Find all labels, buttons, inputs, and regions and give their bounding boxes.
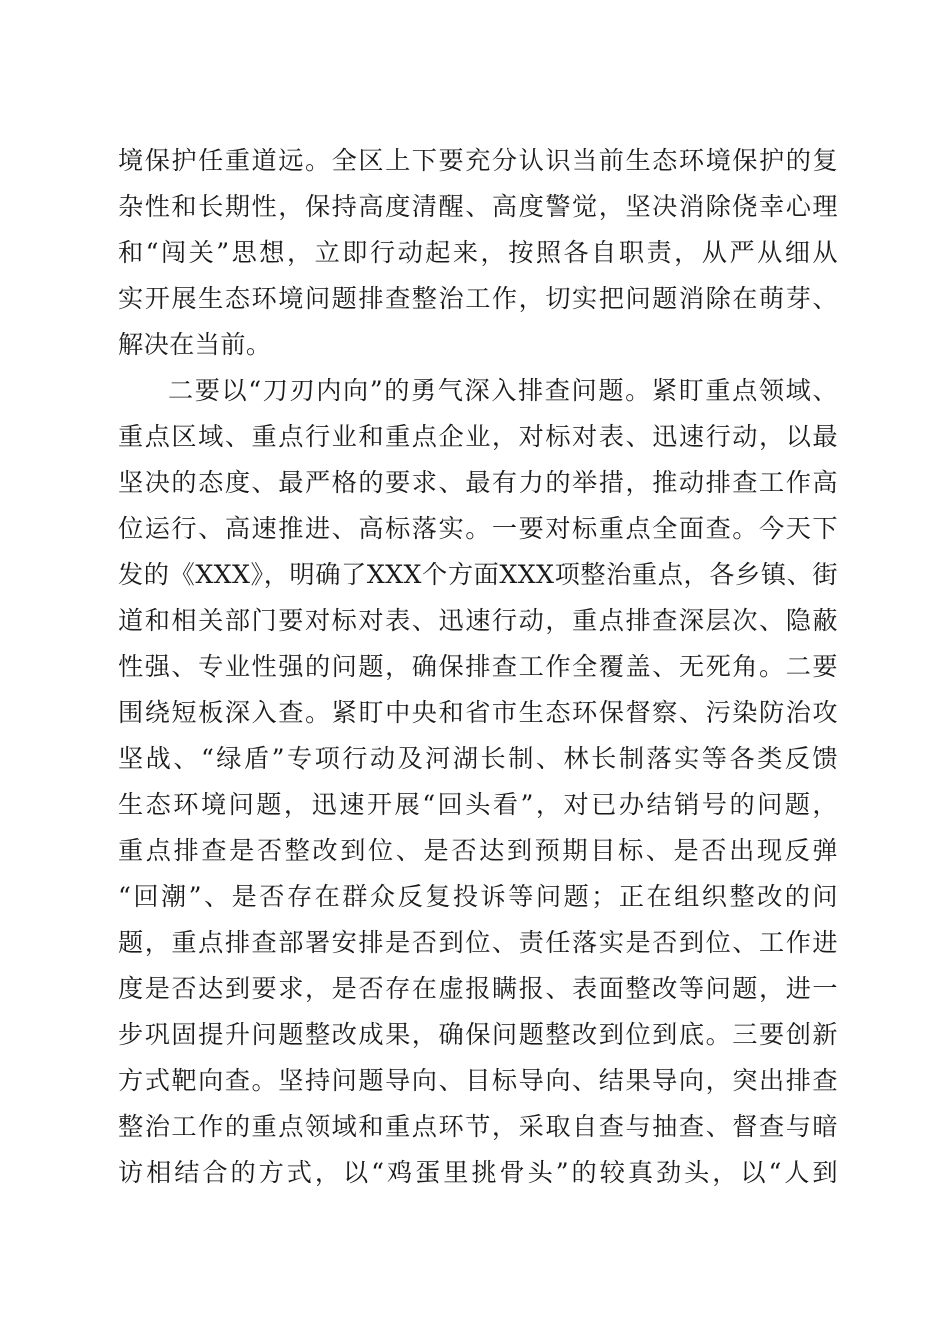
text-line: “回潮”、是否存在群众反复投诉等问题；正在组织整改的问	[118, 882, 838, 911]
text-line: 坚决的态度、最严格的要求、最有力的举措，推动排查工作高	[118, 468, 838, 497]
text-line: 生态环境问题，迅速开展“回头看”，对已办结销号的问题，	[118, 790, 838, 819]
text-line: 方式靶向查。坚持问题导向、目标导向、结果导向，突出排查	[118, 1066, 838, 1095]
text-line: 重点排查是否整改到位、是否达到预期目标、是否出现反弹	[118, 836, 838, 865]
text-line: 题，重点排查部署安排是否到位、责任落实是否到位、工作进	[118, 928, 838, 957]
text-line: 度是否达到要求，是否存在虚报瞒报、表面整改等问题，进一	[118, 974, 838, 1003]
text-line: 发的《XXX》，明确了XXX个方面XXX项整治重点，各乡镇、街	[118, 560, 838, 589]
text-line: 解决在当前。	[118, 330, 272, 359]
text-line: 实开展生态环境问题排查整治工作，切实把问题消除在萌芽、	[118, 284, 838, 313]
text-line: 步巩固提升问题整改成果，确保问题整改到位到底。三要创新	[118, 1020, 838, 1049]
text-line: 性强、专业性强的问题，确保排查工作全覆盖、无死角。二要	[118, 652, 838, 681]
text-line: 坚战、“绿盾”专项行动及河湖长制、林长制落实等各类反馈	[118, 744, 838, 773]
text-line: 整治工作的重点领域和重点环节，采取自查与抽查、督查与暗	[118, 1112, 838, 1141]
text-line: 境保护任重道远。全区上下要充分认识当前生态环境保护的复	[118, 146, 838, 175]
text-line: 访相结合的方式，以“鸡蛋里挑骨头”的较真劲头，以“人到	[118, 1158, 838, 1187]
text-line: 道和相关部门要对标对表、迅速行动，重点排查深层次、隐蔽	[118, 606, 838, 635]
text-line: 重点区域、重点行业和重点企业，对标对表、迅速行动，以最	[118, 422, 838, 451]
text-line: 杂性和长期性，保持高度清醒、高度警觉，坚决消除侥幸心理	[118, 192, 838, 221]
text-line: 位运行、高速推进、高标落实。一要对标重点全面查。今天下	[118, 514, 838, 543]
paragraph-first-line: 二要以“刀刃内向”的勇气深入排查问题。紧盯重点领域、	[168, 376, 838, 405]
body-text	[118, 138, 838, 1196]
text-line: 和“闯关”思想，立即行动起来，按照各自职责，从严从细从	[118, 238, 838, 267]
text-line: 围绕短板深入查。紧盯中央和省市生态环保督察、污染防治攻	[118, 698, 838, 727]
